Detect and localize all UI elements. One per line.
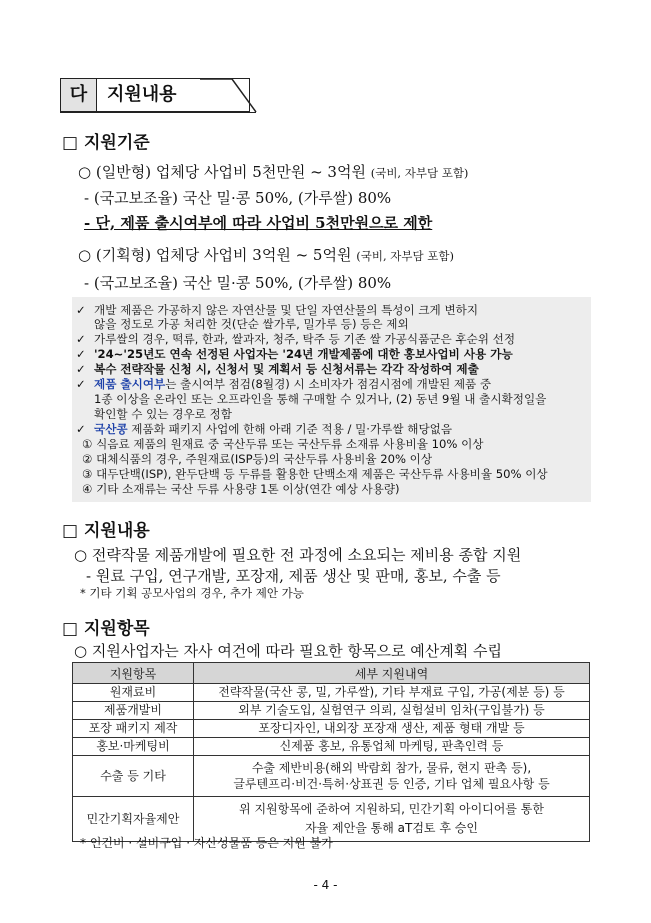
general-type-bullet: ○ xyxy=(78,163,92,181)
section-title: 지원내용 xyxy=(107,84,177,105)
general-type-text: (일반형) 업체당 사업비 5천만원 ~ 3억원 xyxy=(95,163,366,181)
item-name: 원재료비 xyxy=(73,684,194,702)
planning-type-line xyxy=(78,244,454,265)
note-5b: 1종 이상을 온라인 또는 오프라인을 통해 구매할 수 있거나, (2) 동년 9월 내 출시확정일을 xyxy=(94,392,547,406)
item-detail-line: 위 지원항목에 준하여 지원하되, 민간기획 아이디어를 통한 xyxy=(239,802,544,816)
item-detail: 전략작물(국산 콩, 밀, 가루쌀), 기타 부재료 구입, 가공(제분 등) 등 xyxy=(194,684,590,702)
note-check-4: ✓ xyxy=(76,362,86,376)
soy-criterion-2: ② 대체식품의 경우, 주원재료(ISP등)의 국산두류 사용비율 20% 이상 xyxy=(82,452,433,466)
note-check-2: ✓ xyxy=(76,332,86,346)
item-name: 민간기획자율제안 xyxy=(73,797,194,842)
planning-type-bullet: ○ xyxy=(78,246,92,264)
note-1b: 않을 정도로 가공 처리한 것(단순 쌀가루, 밀가루 등) 등은 제외 xyxy=(94,317,409,331)
item-name: 포장 패키지 제작 xyxy=(73,720,194,738)
table-row xyxy=(73,702,590,720)
note-check-1: ✓ xyxy=(76,303,86,317)
support-items-table xyxy=(72,662,590,842)
header-slant-decoration xyxy=(200,78,260,114)
note-1a: 개발 제품은 가공하지 않은 자연산물 및 단일 자연산물의 특성이 크게 변하지 xyxy=(94,303,479,317)
general-type-line xyxy=(78,161,468,182)
table-header-row xyxy=(73,663,590,684)
items-footnote: * 인건비 · 설비구입 · 자산성물품 등은 지원 불가 xyxy=(80,836,333,850)
content-line-1: ○ 전략작물 제품개발에 필요한 전 과정에 소요되는 제비용 종합 지원 xyxy=(74,546,522,564)
note-check-5: ✓ xyxy=(76,377,86,391)
general-subsidy-rate: - (국고보조율) 국산 밀·콩 50%, (가루쌀) 80% xyxy=(84,189,392,207)
header-underline xyxy=(60,112,256,113)
note-4: 복수 전략작물 신청 시, 신청서 및 계획서 등 신청서류는 각각 작성하여 제출 xyxy=(94,362,479,376)
note-6-text: 제품화 패키지 사업에 한해 아래 기준 적용 / 밀·가루쌀 해당없음 xyxy=(131,422,453,436)
items-line-1: ○ 지원사업자는 자사 여건에 따라 필요한 항목으로 예산계획 수립 xyxy=(74,642,502,660)
content-footnote: * 기타 기획 공모사업의 경우, 추가 제안 가능 xyxy=(80,586,304,600)
general-type-note: (국비, 자부담 포함) xyxy=(370,166,469,180)
criteria-heading: □ 지원기준 xyxy=(62,133,150,153)
item-name: 수출 등 기타 xyxy=(73,756,194,797)
item-detail-line: 글루텐프리·비건·특허·상표권 등 인증, 기타 업체 필요사항 등 xyxy=(233,777,550,791)
soy-criterion-4: ④ 기타 소재류는 국산 두류 사용량 1톤 이상(연간 예상 사용량) xyxy=(82,482,400,496)
soy-criterion-3: ③ 대두단백(ISP), 완두단백 등 두류를 활용한 단백소재 제품은 국산두류 사용비율 50% 이상 xyxy=(82,467,548,481)
item-detail xyxy=(194,756,590,797)
note-check-6: ✓ xyxy=(76,422,86,436)
items-heading: □ 지원항목 xyxy=(62,619,150,639)
col-header-item: 지원항목 xyxy=(73,663,194,684)
item-detail-line: 수출 제반비용(해외 박람회 참가, 물류, 현지 판촉 등), xyxy=(251,761,532,775)
table-row xyxy=(73,738,590,756)
note-3: '24~'25년도 연속 선정된 사업자는 '24년 개발제품에 대한 홍보사업비 사용 가능 xyxy=(94,347,513,361)
planning-type-text: (기획형) 업체당 사업비 3억원 ~ 5억원 xyxy=(95,246,352,264)
note-check-3: ✓ xyxy=(76,347,86,361)
note-5c: 확인할 수 있는 경우로 정함 xyxy=(94,407,232,421)
note-6 xyxy=(94,422,452,436)
planning-subsidy-rate: - (국고보조율) 국산 밀·콩 50%, (가루쌀) 80% xyxy=(84,274,392,292)
table-row xyxy=(73,756,590,797)
note-5 xyxy=(94,377,491,391)
planning-type-note: (국비, 자부담 포함) xyxy=(356,249,454,263)
item-name: 제품개발비 xyxy=(73,702,194,720)
table-row xyxy=(73,720,590,738)
general-limit-note: - 단, 제품 출시여부에 따라 사업비 5천만원으로 제한 xyxy=(84,214,433,232)
col-header-detail: 세부 지원내역 xyxy=(194,663,590,684)
note-2: 가루쌀의 경우, 떡류, 한과, 쌀과자, 청주, 탁주 등 기존 쌀 가공식품군은 후순위 선정 xyxy=(94,332,516,346)
note-5-text: 는 출시여부 점검(8월경) 시 소비자가 점검시점에 개발된 제품 중 xyxy=(165,377,492,391)
content-line-2: - 원료 구입, 연구개발, 포장재, 제품 생산 및 판매, 홍보, 수출 등 xyxy=(86,567,501,585)
content-heading: □ 지원내용 xyxy=(62,521,150,541)
note-5-highlight: 제품 출시여부 xyxy=(94,377,166,391)
note-6-highlight: 국산콩 xyxy=(94,422,128,436)
item-detail: 신제품 홍보, 유통업체 마케팅, 판촉인력 등 xyxy=(194,738,590,756)
item-detail: 포장디자인, 내외장 포장재 생산, 제품 형태 개발 등 xyxy=(194,720,590,738)
item-detail-line: 자율 제안을 통해 aT검토 후 승인 xyxy=(305,821,478,835)
soy-criterion-1: ① 식음료 제품의 원재료 중 국산두류 또는 국산두류 소재류 사용비율 10% 이상 xyxy=(82,437,484,451)
page-number: - 4 - xyxy=(313,878,338,892)
section-number: 다 xyxy=(61,79,97,111)
item-name: 홍보·마케팅비 xyxy=(73,738,194,756)
item-detail: 외부 기술도입, 실험연구 의뢰, 실험설비 임차(구입불가) 등 xyxy=(194,702,590,720)
table-row xyxy=(73,684,590,702)
